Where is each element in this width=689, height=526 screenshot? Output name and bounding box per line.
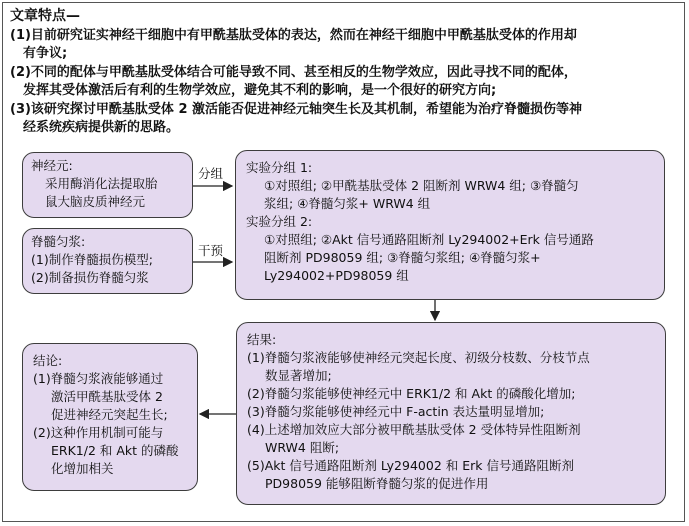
group2-title: 实验分组 2: <box>246 214 313 229</box>
results-line: (3)脊髓匀浆能够使神经元中 F-actin 表达量明显增加; <box>247 404 545 419</box>
conclusion-title: 结论: <box>33 353 63 368</box>
neuron-box-line: 采用酶消化法提取胎 <box>45 176 158 191</box>
conclusion-line: (1)脊髓匀浆液能够通过 <box>33 371 164 386</box>
neuron-box <box>22 152 193 218</box>
edge-label-group: 分组 <box>198 166 224 181</box>
feature-1-line1: (1)目前研究证实神经干细胞中有甲酰基肽受体的表达，然而在神经干细胞中甲酰基肽受体的作用却 <box>10 28 577 43</box>
group2-line: 阻断剂 PD98059 组; ③脊髓匀浆组; ④脊髓匀浆+ <box>264 250 541 265</box>
conclusion-line: ERK1/2 和 Akt 的磷酸 <box>51 443 179 458</box>
conclusion-line: (2)这种作用机制可能与 <box>33 425 164 440</box>
feature-3-line1: (3)该研究探讨甲酰基肽受体 2 激活能否促进神经元轴突生长及其机制，希望能为治疗脊髓损伤等神 <box>10 102 583 117</box>
results-line: (1)脊髓匀浆液能够使神经元突起长度、初级分枝数、分枝节点 <box>247 350 590 365</box>
neuron-box-title: 神经元: <box>31 158 73 173</box>
group2-line: Ly294002+PD98059 组 <box>264 268 409 283</box>
results-line: (2)脊髓匀浆能够使神经元中 ERK1/2 和 Akt 的磷酸化增加; <box>247 386 576 401</box>
spinal-box-line: (1)制作脊髓损伤模型; <box>31 252 153 267</box>
neuron-box-line: 鼠大脑皮质神经元 <box>45 194 146 209</box>
results-line: 数显著增加; <box>265 368 332 383</box>
edge-label-intervene: 干预 <box>198 243 224 258</box>
conclusion-box <box>22 343 198 491</box>
results-title: 结果: <box>247 332 277 347</box>
group1-line: ①对照组; ②甲酰基肽受体 2 阻断剂 WRW4 组; ③脊髓匀 <box>264 178 579 193</box>
group1-title: 实验分组 1: <box>246 160 313 175</box>
conclusion-line: 促进神经元突起生长; <box>51 407 168 422</box>
conclusion-line: 化增加相关 <box>51 461 114 476</box>
experiment-groups-box <box>235 150 665 300</box>
results-line: WRW4 阻断; <box>265 440 340 455</box>
group2-line: ①对照组; ②Akt 信号通路阻断剂 Ly294002+Erk 信号通路 <box>264 232 594 247</box>
results-line: PD98059 能够阻断脊髓匀浆的促进作用 <box>265 476 489 491</box>
group1-line: 浆组; ④脊髓匀浆+ WRW4 组 <box>264 196 431 211</box>
spinal-box-title: 脊髓匀浆: <box>31 234 86 249</box>
feature-1-line2: 有争议; <box>23 46 68 61</box>
spinal-homogenate-box <box>22 228 193 294</box>
results-box <box>236 322 666 505</box>
feature-3-line2: 经系统疾病提供新的思路。 <box>23 120 180 135</box>
spinal-box-line: (2)制备损伤脊髓匀浆 <box>31 270 149 285</box>
feature-2-line2: 发挥其受体激活后有利的生物学效应，避免其不利的影响，是一个很好的研究方向; <box>23 83 497 98</box>
feature-2-line1: (2)不同的配体与甲酰基肽受体结合可能导致不同、甚至相反的生物学效应，因此寻找不同的配体， <box>10 65 577 80</box>
results-line: (5)Akt 信号通路阻断剂 Ly294002 和 Erk 信号通路阻断剂 <box>247 458 574 473</box>
article-features-title: 文章特点— <box>10 8 80 24</box>
results-line: (4)上述增加效应大部分被甲酰基肽受体 2 受体特异性阻断剂 <box>247 422 581 437</box>
conclusion-line: 激活甲酰基肽受体 2 <box>51 389 163 404</box>
